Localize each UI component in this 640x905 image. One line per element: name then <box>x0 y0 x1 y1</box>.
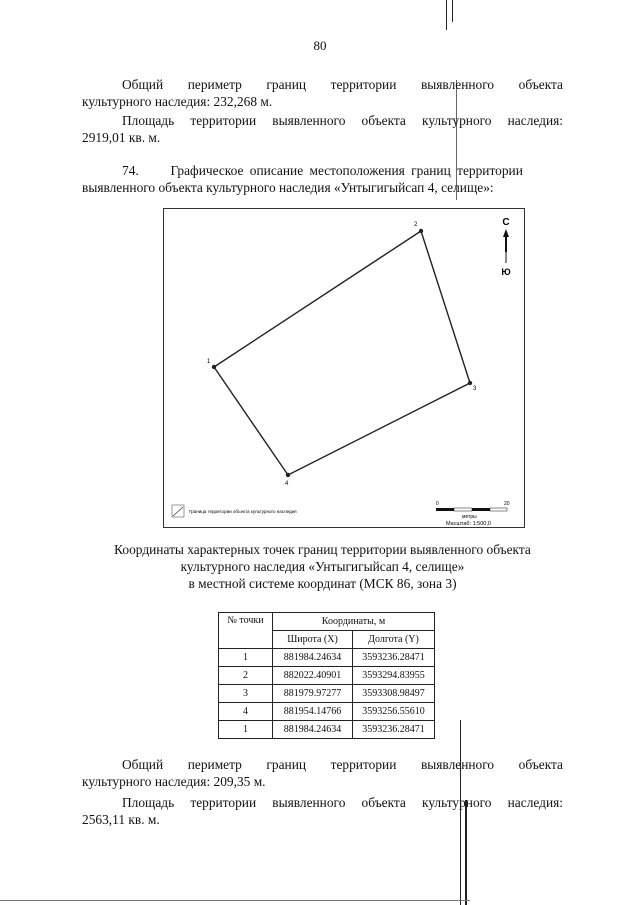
caption-line2: культурного наследия «Унтыгигыйсап 4, селище» <box>180 559 465 574</box>
header-coords: Координаты, м <box>273 613 435 631</box>
scan-line-right-2 <box>452 0 453 22</box>
cell-point: 1 <box>219 649 273 667</box>
scale-segment-4 <box>490 508 507 511</box>
table-caption <box>82 541 563 592</box>
cell-lon: 3593256.55610 <box>353 703 435 721</box>
legend-swatch-line <box>173 507 183 516</box>
section-heading-line2: выявленного объекта культурного наследия «Унтыгигыйсап 4, селище»: <box>82 180 494 195</box>
header-point: № точки <box>219 613 273 649</box>
cell-lat: 882022.40901 <box>273 667 353 685</box>
vertex-label-3: 3 <box>473 386 477 392</box>
scale-segment-1 <box>436 508 454 511</box>
bottom-area-line1: Площадь территории выявленного объекта культурного наследия: <box>122 795 563 810</box>
compass-shaft-light <box>505 252 507 263</box>
bottom-perimeter-line1: Общий периметр границ территории выявленного объекта <box>122 757 564 772</box>
cell-lat: 881984.24634 <box>273 649 353 667</box>
boundary-map <box>163 208 525 528</box>
top-perimeter-line2: культурного наследия: 232,268 м. <box>82 94 273 109</box>
legend-label: Граница территории объекта культурного наследия <box>189 509 297 514</box>
bottom-perimeter-line2: культурного наследия: 209,35 м. <box>82 774 266 789</box>
coordinates-table <box>218 612 435 739</box>
table-row <box>219 685 435 703</box>
scale-ratio-label: Масштаб: 1:500,0 <box>446 521 491 527</box>
vertex-3 <box>468 381 472 385</box>
vertex-2 <box>419 229 423 233</box>
cell-lon: 3593236.28471 <box>353 649 435 667</box>
scale-segment-3 <box>472 508 490 511</box>
scale-start-label: 0 <box>436 501 439 507</box>
bottom-area-line2: 2563,11 кв. м. <box>82 812 160 827</box>
compass-arrow-head <box>503 229 509 237</box>
header-lon: Долгота (Y) <box>353 631 435 649</box>
scale-unit-label: метры <box>462 514 477 520</box>
cell-lon: 3593294.83955 <box>353 667 435 685</box>
scale-end-label: 20 <box>504 501 510 507</box>
vertex-label-4: 4 <box>285 481 289 487</box>
section-heading-line1: 74. Графическое описание местоположения границ территории <box>122 163 523 178</box>
caption-line3: в местной системе координат (МСК 86, зона 3) <box>188 576 457 591</box>
top-area-paragraph <box>82 112 563 146</box>
bottom-perimeter-paragraph <box>82 756 563 790</box>
map-legend <box>172 505 297 517</box>
cell-point: 3 <box>219 685 273 703</box>
cell-point: 4 <box>219 703 273 721</box>
page-number: 80 <box>313 38 327 53</box>
cell-lat: 881984.24634 <box>273 721 353 739</box>
header-lat: Широта (X) <box>273 631 353 649</box>
vertex-label-1: 1 <box>207 359 211 365</box>
scan-line-bottom <box>0 900 470 901</box>
scale-bar <box>436 501 510 527</box>
cell-lon: 3593308.98497 <box>353 685 435 703</box>
bottom-area-paragraph <box>82 794 563 828</box>
compass-icon <box>501 217 510 277</box>
table-row <box>219 721 435 739</box>
vertex-1 <box>212 365 216 369</box>
top-perimeter-paragraph <box>82 76 563 110</box>
top-perimeter-line1: Общий периметр границ территории выявленного объекта <box>122 77 564 92</box>
compass-shaft-dark <box>505 237 507 252</box>
scan-line-right-1 <box>446 0 447 30</box>
boundary-polygon <box>214 231 470 475</box>
vertex-label-2: 2 <box>414 222 418 228</box>
table-header-row <box>219 613 435 631</box>
cell-point: 1 <box>219 721 273 739</box>
cell-lat: 881979.97277 <box>273 685 353 703</box>
table-row <box>219 667 435 685</box>
boundary-map-svg <box>164 209 524 527</box>
top-area-line2: 2919,01 кв. м. <box>82 130 161 145</box>
top-area-line1: Площадь территории выявленного объекта культурного наследия: <box>122 113 563 128</box>
vertex-4 <box>286 473 290 477</box>
compass-north-label: С <box>502 217 510 228</box>
cell-point: 2 <box>219 667 273 685</box>
scale-segment-2 <box>454 508 472 511</box>
caption-line1: Координаты характерных точек границ территории выявленного объекта <box>114 542 531 557</box>
compass-south-label: Ю <box>501 267 511 277</box>
cell-lat: 881954.14766 <box>273 703 353 721</box>
table-row <box>219 649 435 667</box>
cell-lon: 3593236.28471 <box>353 721 435 739</box>
section-heading <box>82 162 563 196</box>
table-row <box>219 703 435 721</box>
